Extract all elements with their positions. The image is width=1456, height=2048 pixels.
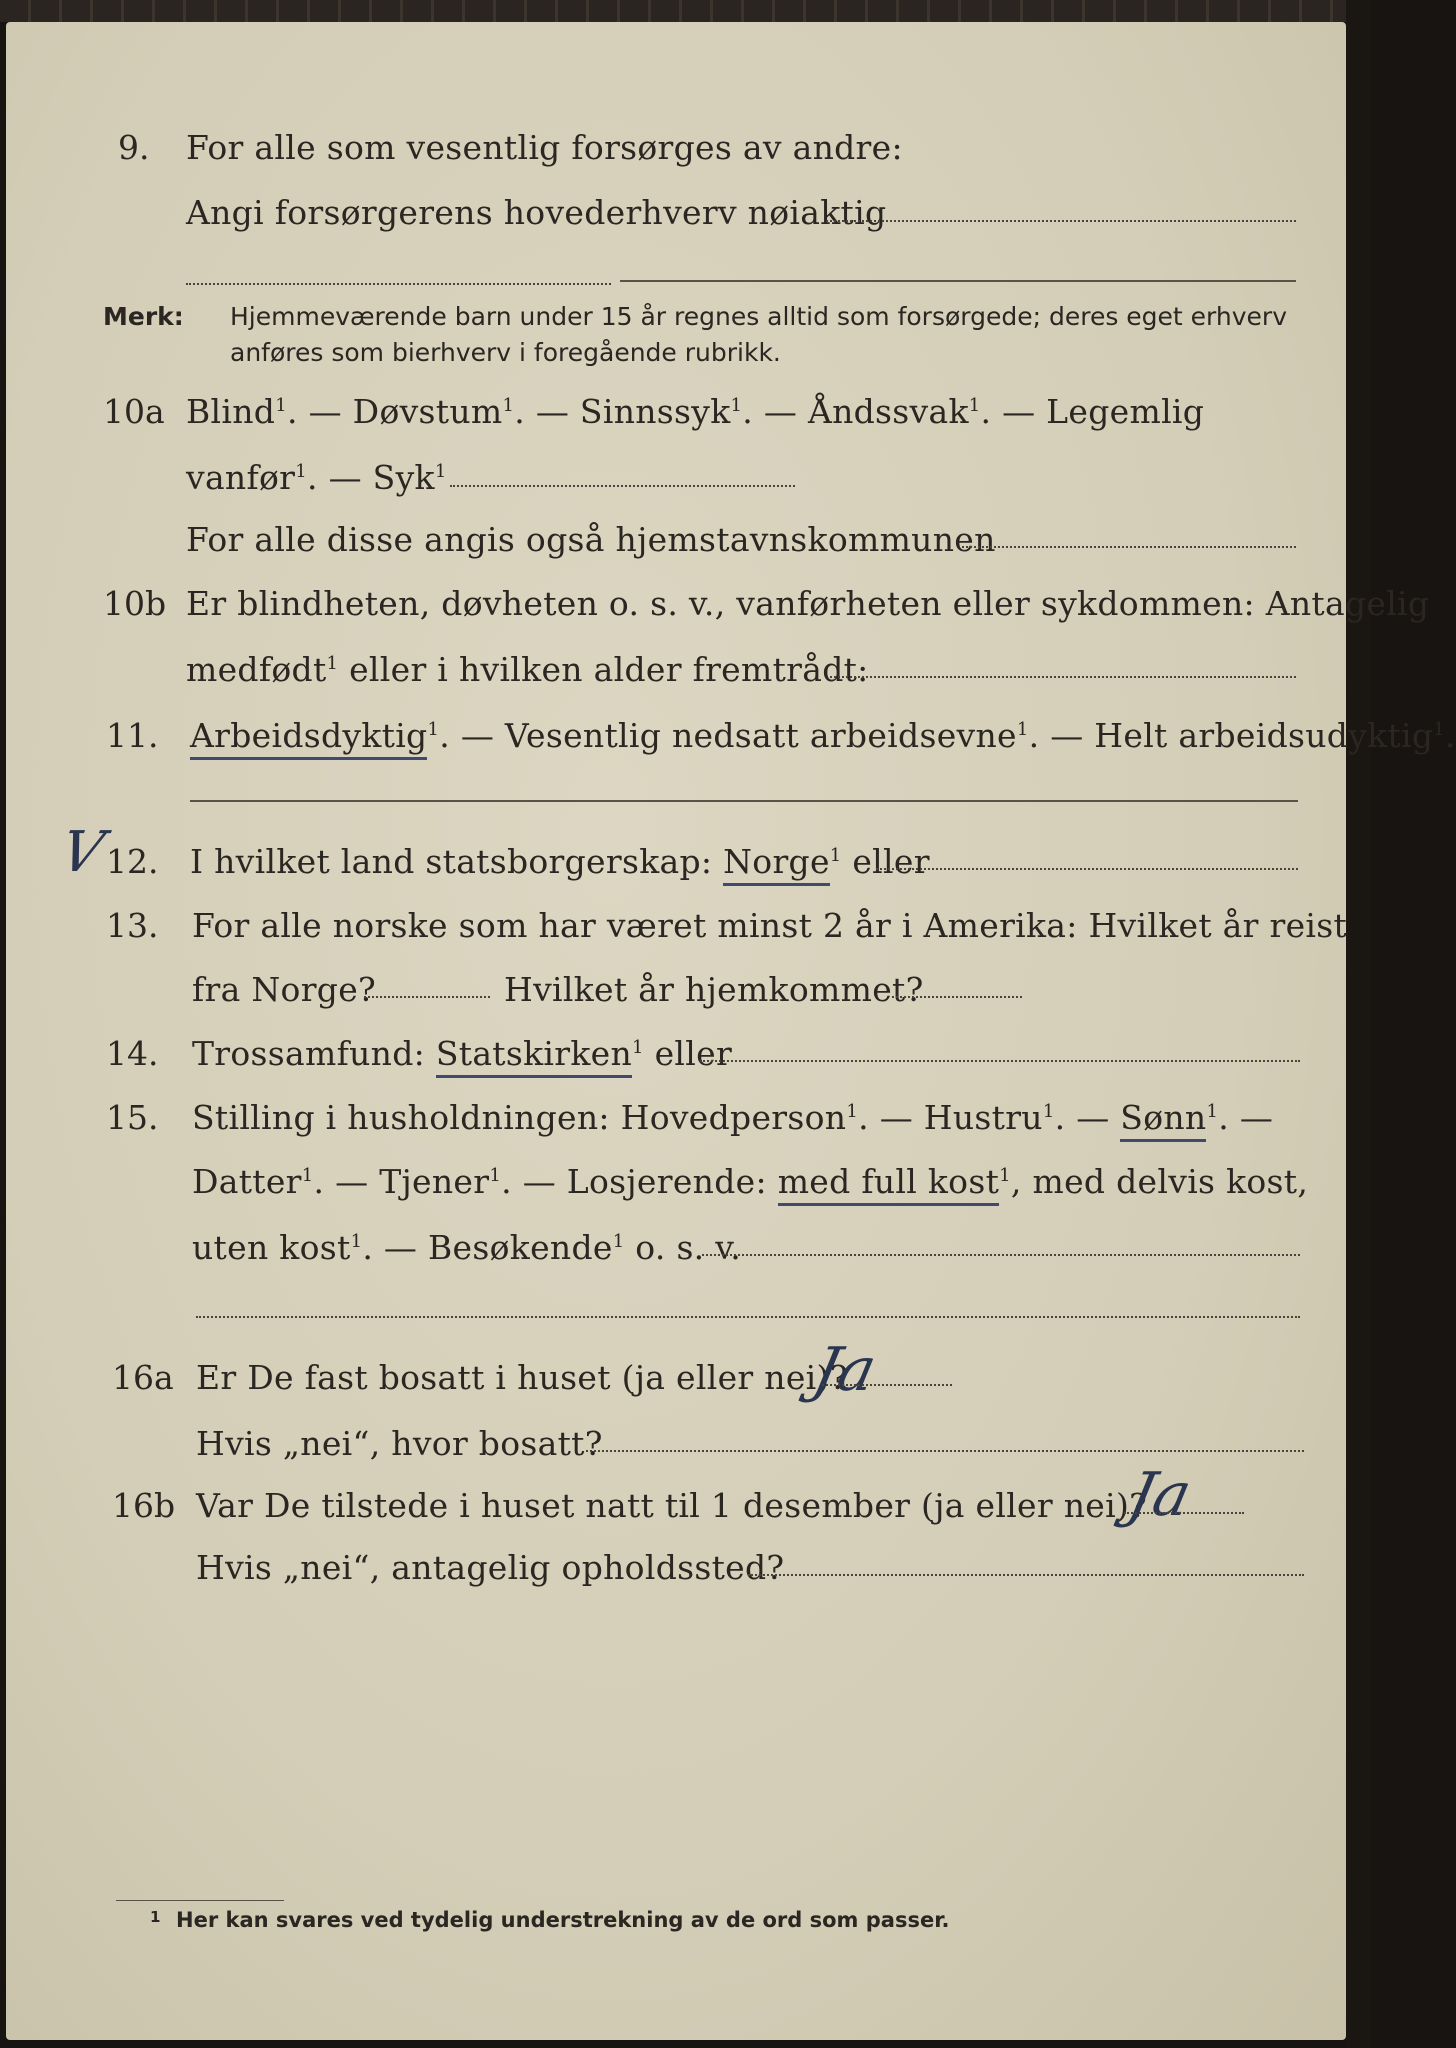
q11-line: Arbeidsdyktig$^1$. — Vesentlig nedsatt arbeidsevne$^1$. — Helt arbeidsudyktig$^1$. [190,716,1456,755]
q15-line2: Datter$^1$. — Tjener$^1$. — Losjerende: med full kost$^1$, med delvis kost, [192,1162,1308,1201]
q10b-line2: medfødt$^1$ eller i hvilken alder fremtrådt: [186,650,869,689]
footnote-text: Her kan svares ved tydelig understrekning av de ord som passer. [176,1908,950,1932]
q16b-where-line[interactable] [748,1574,1304,1576]
q16b-number: 16b [112,1486,176,1525]
q16b-line2: Hvis „nei“, antagelig opholdssted? [196,1548,785,1587]
footnote-divider [116,1900,284,1901]
q12-number: 12. [106,842,159,881]
q12-line: I hvilket land statsborgerskap: Norge$^1$ eller [190,842,930,881]
q15-line3: uten kost$^1$. — Besøkende$^1$ o. s. v. [192,1228,742,1267]
q12-answer-line[interactable] [876,868,1298,870]
q14-answer-line[interactable] [700,1060,1300,1062]
q11-number: 11. [106,716,159,755]
q10a-line2: vanfør$^1$. — Syk$^1$ [186,458,447,497]
q9-number: 9. [118,128,150,167]
q9-answer-line2b[interactable] [620,280,1296,282]
merk-line2: anføres som bierhverv i foregående rubrikk. [230,338,781,367]
q10a-line3: For alle disse angis også hjemstavnskommunen [186,520,996,559]
q16a-handwritten-answer: Ja [807,1335,883,1405]
q13-year-left-line[interactable] [364,996,490,998]
q15-number: 15. [106,1098,159,1137]
q16a-line2: Hvis „nei“, hvor bosatt? [196,1424,603,1463]
checkmark-v: V [55,820,110,885]
merk-line1: Hjemmeværende barn under 15 år regnes alltid som forsørgede; deres eget erhverv [230,302,1287,331]
q10b-line1: Er blindheten, døvheten o. s. v., vanførheten eller sykdommen: Antagelig [186,584,1430,623]
q14-number: 14. [106,1034,159,1073]
q13-year-returned-line[interactable] [892,996,1022,998]
q16b-handwritten-answer: Ja [1122,1460,1198,1530]
q16a-where-line[interactable] [586,1450,1304,1452]
q16a-line1: Er De fast bosatt i huset (ja eller nei)? [196,1358,848,1397]
q15-answer-line[interactable] [702,1254,1300,1256]
q13-line1: For alle norske som har været minst 2 år i Amerika: Hvilket år reist [192,906,1348,945]
merk-label: Merk: [103,302,184,331]
q10a-answer-line[interactable] [450,485,795,487]
q9-line1: For alle som vesentlig forsørges av andre: [186,128,903,167]
q10a-number: 10a [103,392,165,431]
q16a-answer-line[interactable] [822,1384,952,1386]
q15-line1: Stilling i husholdningen: Hovedperson$^1$. — Hustru$^1$. — Sønn$^1$. — [192,1098,1273,1137]
q13-line2b: Hvilket år hjemkommet? [504,970,924,1009]
q13-line2a: fra Norge? [192,970,377,1009]
q10b-number: 10b [103,584,167,623]
q9-line2: Angi forsørgerens hovederhverv nøiaktig [186,193,887,232]
q9-answer-line[interactable] [826,220,1296,222]
q10b-answer-line[interactable] [830,676,1296,678]
scanner-top-strip [0,0,1371,22]
q10a-home-line[interactable] [962,546,1296,548]
scanner-right-edge [1346,0,1371,2048]
footnote-mark: 1 [150,1908,161,1926]
q11-answer-line[interactable] [190,800,1298,802]
q16b-line1: Var De tilstede i huset natt til 1 desember (ja eller nei)? [196,1486,1148,1525]
q13-number: 13. [106,906,159,945]
q16b-answer-line[interactable] [1124,1512,1244,1514]
q10a-line1: Blind$^1$. — Døvstum$^1$. — Sinnssyk$^1$. — Åndssvak$^1$. — Legemlig [186,392,1205,431]
q9-answer-line2a[interactable] [186,283,611,285]
q15-answer-line2[interactable] [196,1316,1300,1318]
q16a-number: 16a [112,1358,174,1397]
q14-line: Trossamfund: Statskirken$^1$ eller [192,1034,732,1073]
